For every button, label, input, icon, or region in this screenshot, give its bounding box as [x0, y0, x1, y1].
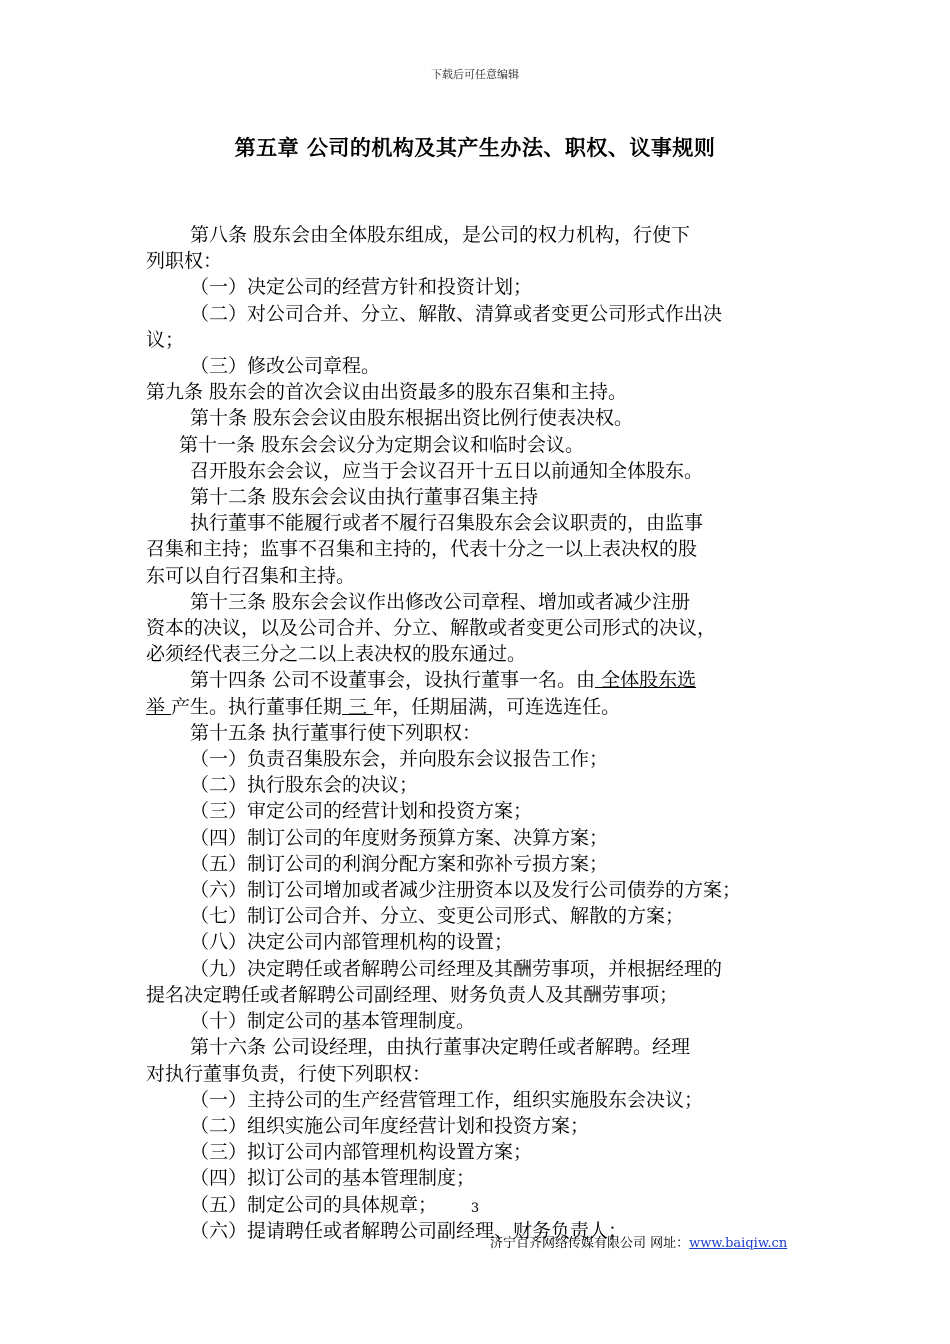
article-14-fill-in-electors: 全体股东选	[595, 669, 697, 692]
article-16-item-5: （五）制定公司的具体规章；	[190, 1193, 438, 1216]
footer	[490, 1232, 787, 1251]
article-15-item-3: （三）审定公司的经营计划和投资方案；	[190, 800, 533, 823]
article-12-para-2-line-2: 召集和主持；监事不召集和主持的，代表十分之一以上表决权的股	[146, 538, 698, 561]
article-13-line-1: 第十三条 股东会会议作出修改公司章程、增加或者减少注册	[190, 590, 691, 613]
article-15-item-9-line-1: （九）决定聘任或者解聘公司经理及其酬劳事项，并根据经理的	[190, 957, 723, 980]
article-11-para-2: 召开股东会会议，应当于会议召开十五日以前通知全体股东。	[190, 459, 704, 482]
article-15-item-8: （八）决定公司内部管理机构的设置；	[190, 931, 514, 954]
article-15-item-2: （二）执行股东会的决议；	[190, 774, 419, 797]
article-16-line-1: 第十六条 公司设经理，由执行董事决定聘任或者解聘。经理	[190, 1036, 691, 1059]
article-8-item-1: （一）决定公司的经营方针和投资计划；	[190, 276, 533, 299]
chapter-title: 第五章 公司的机构及其产生办法、职权、议事规则	[234, 135, 716, 160]
article-12: 第十二条 股东会会议由执行董事召集主持	[190, 486, 539, 509]
article-15-item-7: （七）制订公司合并、分立、变更公司形式、解散的方案；	[190, 905, 685, 928]
article-15-item-1: （一）负责召集股东会，并向股东会议报告工作；	[190, 748, 609, 771]
article-12-para-2-line-3: 东可以自行召集和主持。	[146, 564, 356, 587]
article-15-item-6: （六）制订公司增加或者减少注册资本以及发行公司债券的方案；	[190, 879, 742, 902]
article-15: 第十五条 执行董事行使下列职权：	[190, 721, 482, 744]
document-body	[146, 222, 814, 1244]
article-9: 第九条 股东会的首次会议由出资最多的股东召集和主持。	[146, 381, 628, 404]
article-16-item-2: （二）组织实施公司年度经营计划和投资方案；	[190, 1114, 590, 1137]
article-15-item-5: （五）制订公司的利润分配方案和弥补亏损方案；	[190, 852, 609, 875]
article-16-item-3: （三）拟订公司内部管理机构设置方案；	[190, 1141, 533, 1164]
article-15-item-9-line-2: 提名决定聘任或者解聘公司副经理、财务负责人及其酬劳事项；	[146, 983, 679, 1006]
article-14-term-text: 产生。执行董事任期	[171, 695, 343, 718]
article-14-fill-in-electors-cont: 举	[146, 695, 172, 718]
article-13-line-2: 资本的决议，以及公司合并、分立、解散或者变更公司形式的决议，	[146, 617, 717, 640]
article-14-fill-in-term: 三	[342, 695, 374, 718]
page-number: 3	[470, 1201, 480, 1216]
article-16-item-6: （六）提请聘任或者解聘公司副经理、财务负责人；	[190, 1219, 628, 1242]
article-16-item-4: （四）拟订公司的基本管理制度；	[190, 1167, 476, 1190]
article-16-item-1: （一）主持公司的生产经营管理工作，组织实施股东会决议；	[190, 1088, 704, 1111]
article-8-item-3: （三）修改公司章程。	[190, 355, 381, 378]
article-14-line-1	[146, 667, 814, 693]
article-15-item-4: （四）制订公司的年度财务预算方案、决算方案；	[190, 826, 609, 849]
article-16-line-2: 对执行董事负责，行使下列职权：	[146, 1062, 432, 1085]
article-8-item-2-line-1: （二）对公司合并、分立、解散、清算或者变更公司形式作出决	[190, 302, 723, 325]
footer-website-link[interactable]: www.baiqiw.cn	[689, 1236, 788, 1251]
article-10: 第十条 股东会会议由股东根据出资比例行使表决权。	[190, 407, 634, 430]
article-11: 第十一条 股东会会议分为定期会议和临时会议。	[179, 433, 585, 456]
article-8-item-2-line-2: 议；	[146, 328, 185, 351]
article-8-line-1: 第八条 股东会由全体股东组成，是公司的权力机构，行使下	[190, 224, 691, 246]
header-note: 下载后可任意编辑	[431, 68, 519, 81]
article-12-para-2-line-1: 执行董事不能履行或者不履行召集股东会会议职责的，由监事	[190, 512, 704, 535]
article-14-line-2	[146, 694, 814, 720]
footer-company: 济宁百齐网络传媒有限公司 网址：	[490, 1236, 690, 1251]
article-14-term-end: 年，任期届满，可连选连任。	[373, 695, 621, 718]
article-15-item-10: （十）制定公司的基本管理制度。	[190, 1010, 476, 1033]
article-8-line-2: 列职权：	[146, 250, 223, 273]
article-14-text: 第十四条 公司不设董事会，设执行董事一名。由	[190, 669, 596, 692]
article-13-line-3: 必须经代表三分之二以上表决权的股东通过。	[146, 643, 527, 666]
